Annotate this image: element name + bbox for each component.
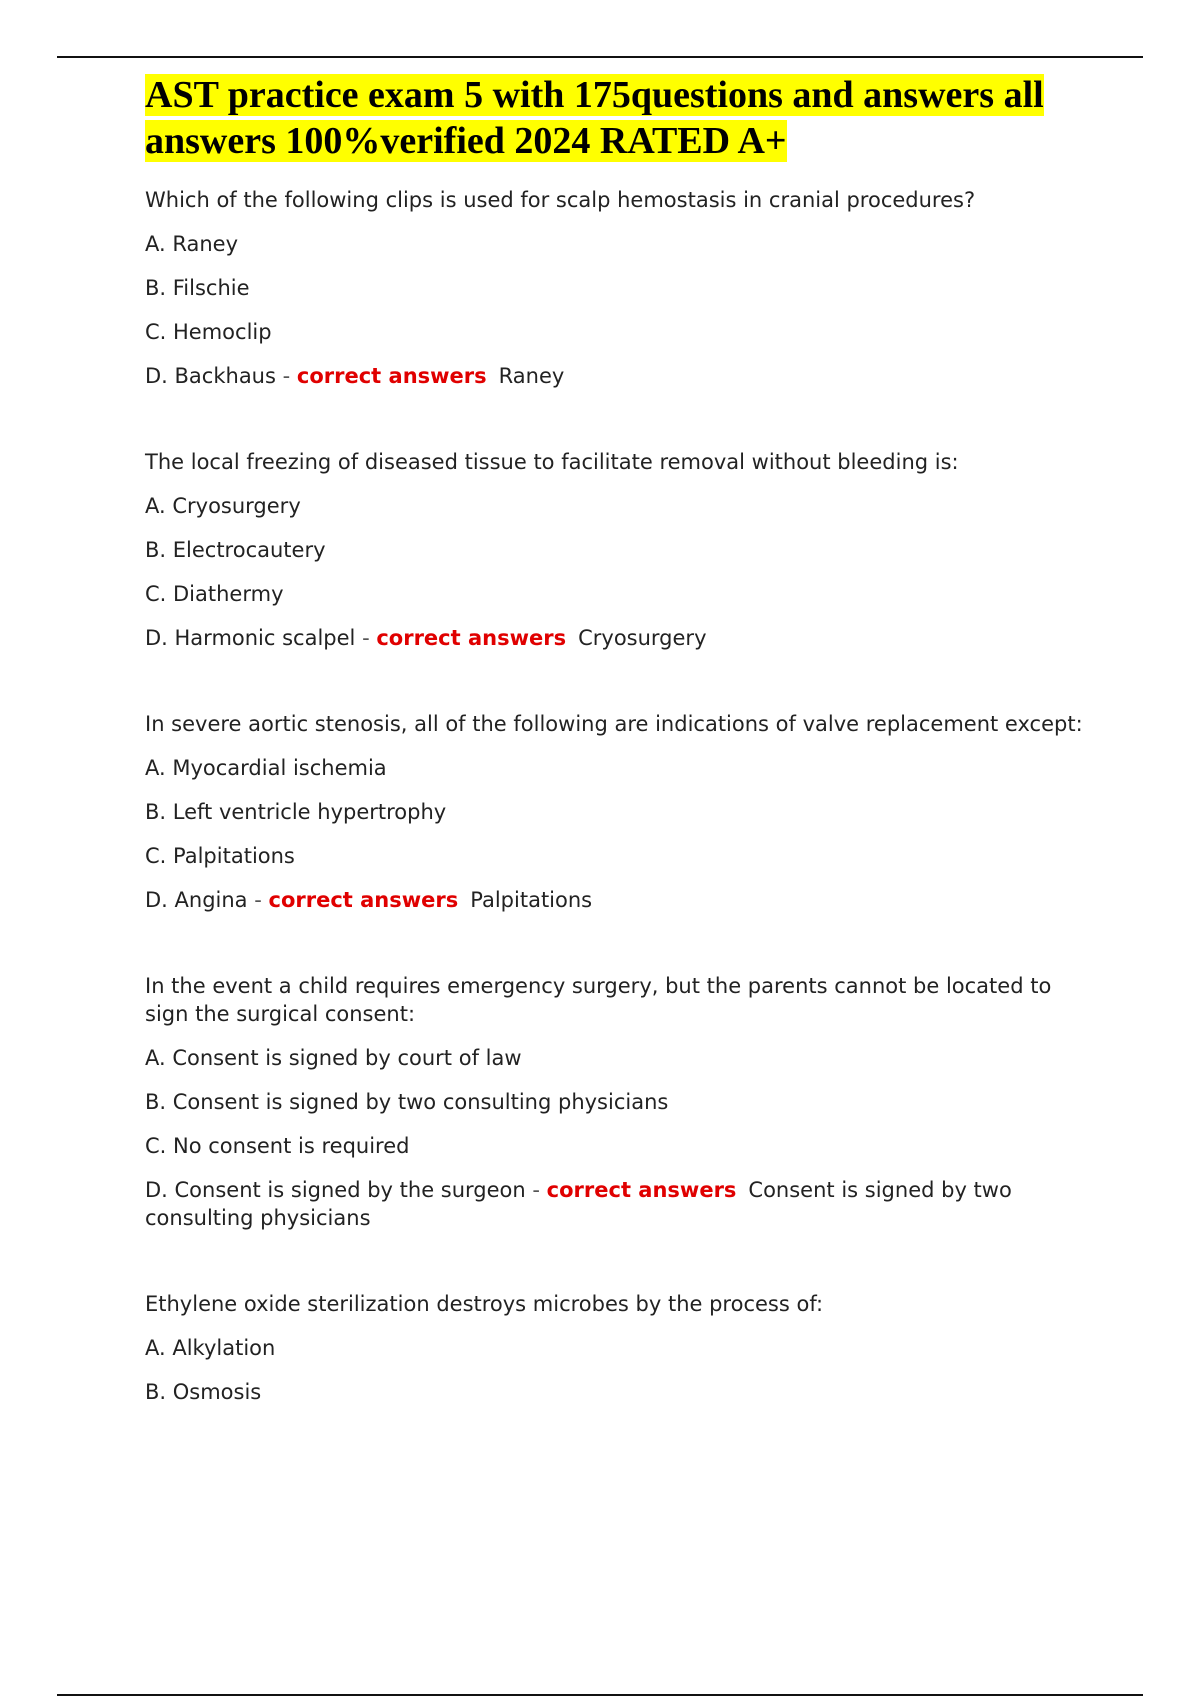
answer-separator: - xyxy=(282,364,291,388)
question-block xyxy=(145,186,1095,390)
option-a: A. Raney xyxy=(145,232,239,256)
option-b: B. Electrocautery xyxy=(145,538,326,562)
option-a: A. Cryosurgery xyxy=(145,494,301,518)
correct-answers-label: correct answers xyxy=(546,1178,737,1202)
option-d-with-answer xyxy=(145,886,1095,914)
document-title xyxy=(145,72,1095,164)
question-block xyxy=(145,448,1095,652)
bottom-rule xyxy=(57,1694,1143,1696)
question-text: In the event a child requires emergency surgery, but the parents cannot be located to sign the surgical consent: xyxy=(145,974,1052,1026)
option-d-with-answer xyxy=(145,1176,1095,1232)
question-text: Ethylene oxide sterilization destroys microbes by the process of: xyxy=(145,1292,824,1316)
question-text: Which of the following clips is used for scalp hemostasis in cranial procedures? xyxy=(145,188,976,212)
answer-text: Raney xyxy=(498,364,565,388)
document-body xyxy=(145,72,1095,1422)
option-d: D. Harmonic scalpel xyxy=(145,626,356,650)
option-c: C. Diathermy xyxy=(145,582,284,606)
option-c: C. Palpitations xyxy=(145,844,295,868)
option-c: C. No consent is required xyxy=(145,1134,410,1158)
question-block xyxy=(145,1290,1095,1406)
answer-text: Palpitations xyxy=(470,888,593,912)
correct-answers-label: correct answers xyxy=(376,626,567,650)
answer-separator: - xyxy=(362,626,370,650)
option-b: B. Left ventricle hypertrophy xyxy=(145,800,447,824)
option-d-with-answer xyxy=(145,624,1095,652)
option-d: D. Consent is signed by the surgeon xyxy=(145,1178,526,1202)
option-a: A. Consent is signed by court of law xyxy=(145,1046,522,1070)
option-b: B. Osmosis xyxy=(145,1380,262,1404)
option-b: B. Filschie xyxy=(145,276,250,300)
correct-answers-label: correct answers xyxy=(296,364,487,388)
question-text: The local freezing of diseased tissue to facilitate removal without bleeding is: xyxy=(145,450,959,474)
option-a: A. Myocardial ischemia xyxy=(145,756,387,780)
option-a: A. Alkylation xyxy=(145,1336,276,1360)
option-c: C. Hemoclip xyxy=(145,320,272,344)
option-d: D. Backhaus xyxy=(145,364,276,388)
answer-separator: - xyxy=(532,1178,540,1202)
answer-separator: - xyxy=(254,888,262,912)
option-b: B. Consent is signed by two consulting physicians xyxy=(145,1090,669,1114)
question-text: In severe aortic stenosis, all of the following are indications of valve replacement except: xyxy=(145,712,1083,736)
option-d: D. Angina xyxy=(145,888,248,912)
option-d-with-answer xyxy=(145,362,1095,390)
answer-text: Cryosurgery xyxy=(578,626,707,650)
correct-answers-label: correct answers xyxy=(268,888,459,912)
document-title-text: AST practice exam 5 with 175questions and answers all answers 100%verified 2024 RATED A+ xyxy=(145,74,1044,162)
question-block xyxy=(145,710,1095,914)
top-rule xyxy=(57,56,1143,58)
answer-text: Consent is signed by two consulting physicians xyxy=(145,1178,1012,1230)
question-block xyxy=(145,972,1095,1232)
